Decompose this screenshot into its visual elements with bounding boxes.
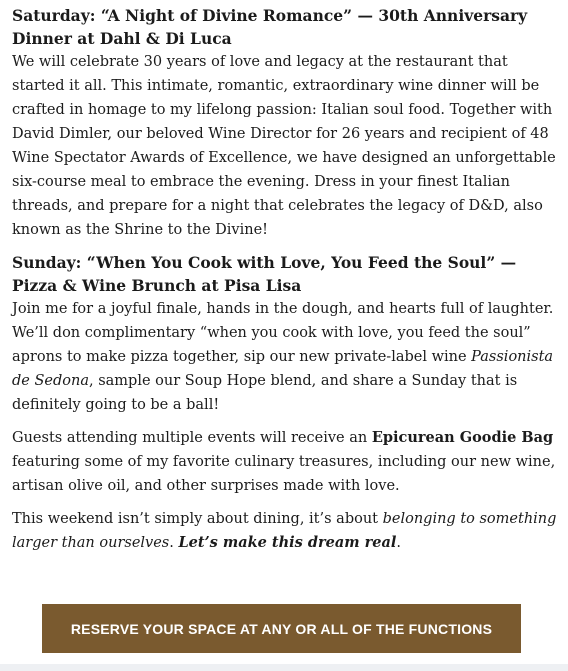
bottom-divider [0,664,568,671]
closing-paragraph [12,507,558,555]
closing-italic: belonging to something larger than ourselves [12,511,557,551]
sunday-heading: Sunday: “When You Cook with Love, You Feed the Soul” — Pizza & Wine Brunch at Pisa Lisa [12,253,517,295]
email-content [12,4,558,564]
sunday-body-text: Join me for a joyful finale, hands in the dough, and hearts full of laughter. We’ll don complimentary “when you cook with love, you feed the soul” aprons to make pizza together, sip our new private-label wine [12,301,554,365]
reserve-button-container [42,604,521,653]
closing-separator: . [169,535,179,551]
goodie-bag-paragraph [12,426,558,498]
closing-period: . [396,535,402,551]
saturday-body: We will celebrate 30 years of love and legacy at the restaurant that started it all. This intimate, romantic, extraordinary wine dinner will be crafted in homage to my lifelong passion: Italian soul food. Together with David Dimler, our beloved Wine Director for 26 years and recipient of 48 Wine Spectator Awards of Excellence, we have designed an unforgettable six-course meal to embrace the evening. Dress in your finest Italian threads, and prepare for a night that celebrates the legacy of D&D, also known as the Shrine to the Divine! [12,54,556,238]
goodie-bag-text-end: featuring some of my favorite culinary treasures, including our new wine, artisan olive oil, and other surprises made with love. [12,454,556,494]
wine-name: Passionista de Sedona [12,349,554,389]
goodie-bag-highlight: Epicurean Goodie Bag [371,429,554,446]
saturday-section [12,4,558,242]
sunday-section [12,251,558,417]
saturday-heading: Saturday: “A Night of Divine Romance” — 30th Anniversary Dinner at Dahl & Di Luca [12,6,528,48]
sunday-body-text-end: , sample our Soup Hope blend, and share a Sunday that is definitely going to be a ball! [12,373,518,413]
sunday-body [12,297,558,417]
closing-call-to-action: Let’s make this dream real [178,534,397,551]
goodie-bag-text: Guests attending multiple events will receive an [12,430,372,446]
reserve-button[interactable]: RESERVE YOUR SPACE AT ANY OR ALL OF THE FUNCTIONS [42,604,521,653]
closing-text: This weekend isn’t simply about dining, it’s about [12,511,383,527]
